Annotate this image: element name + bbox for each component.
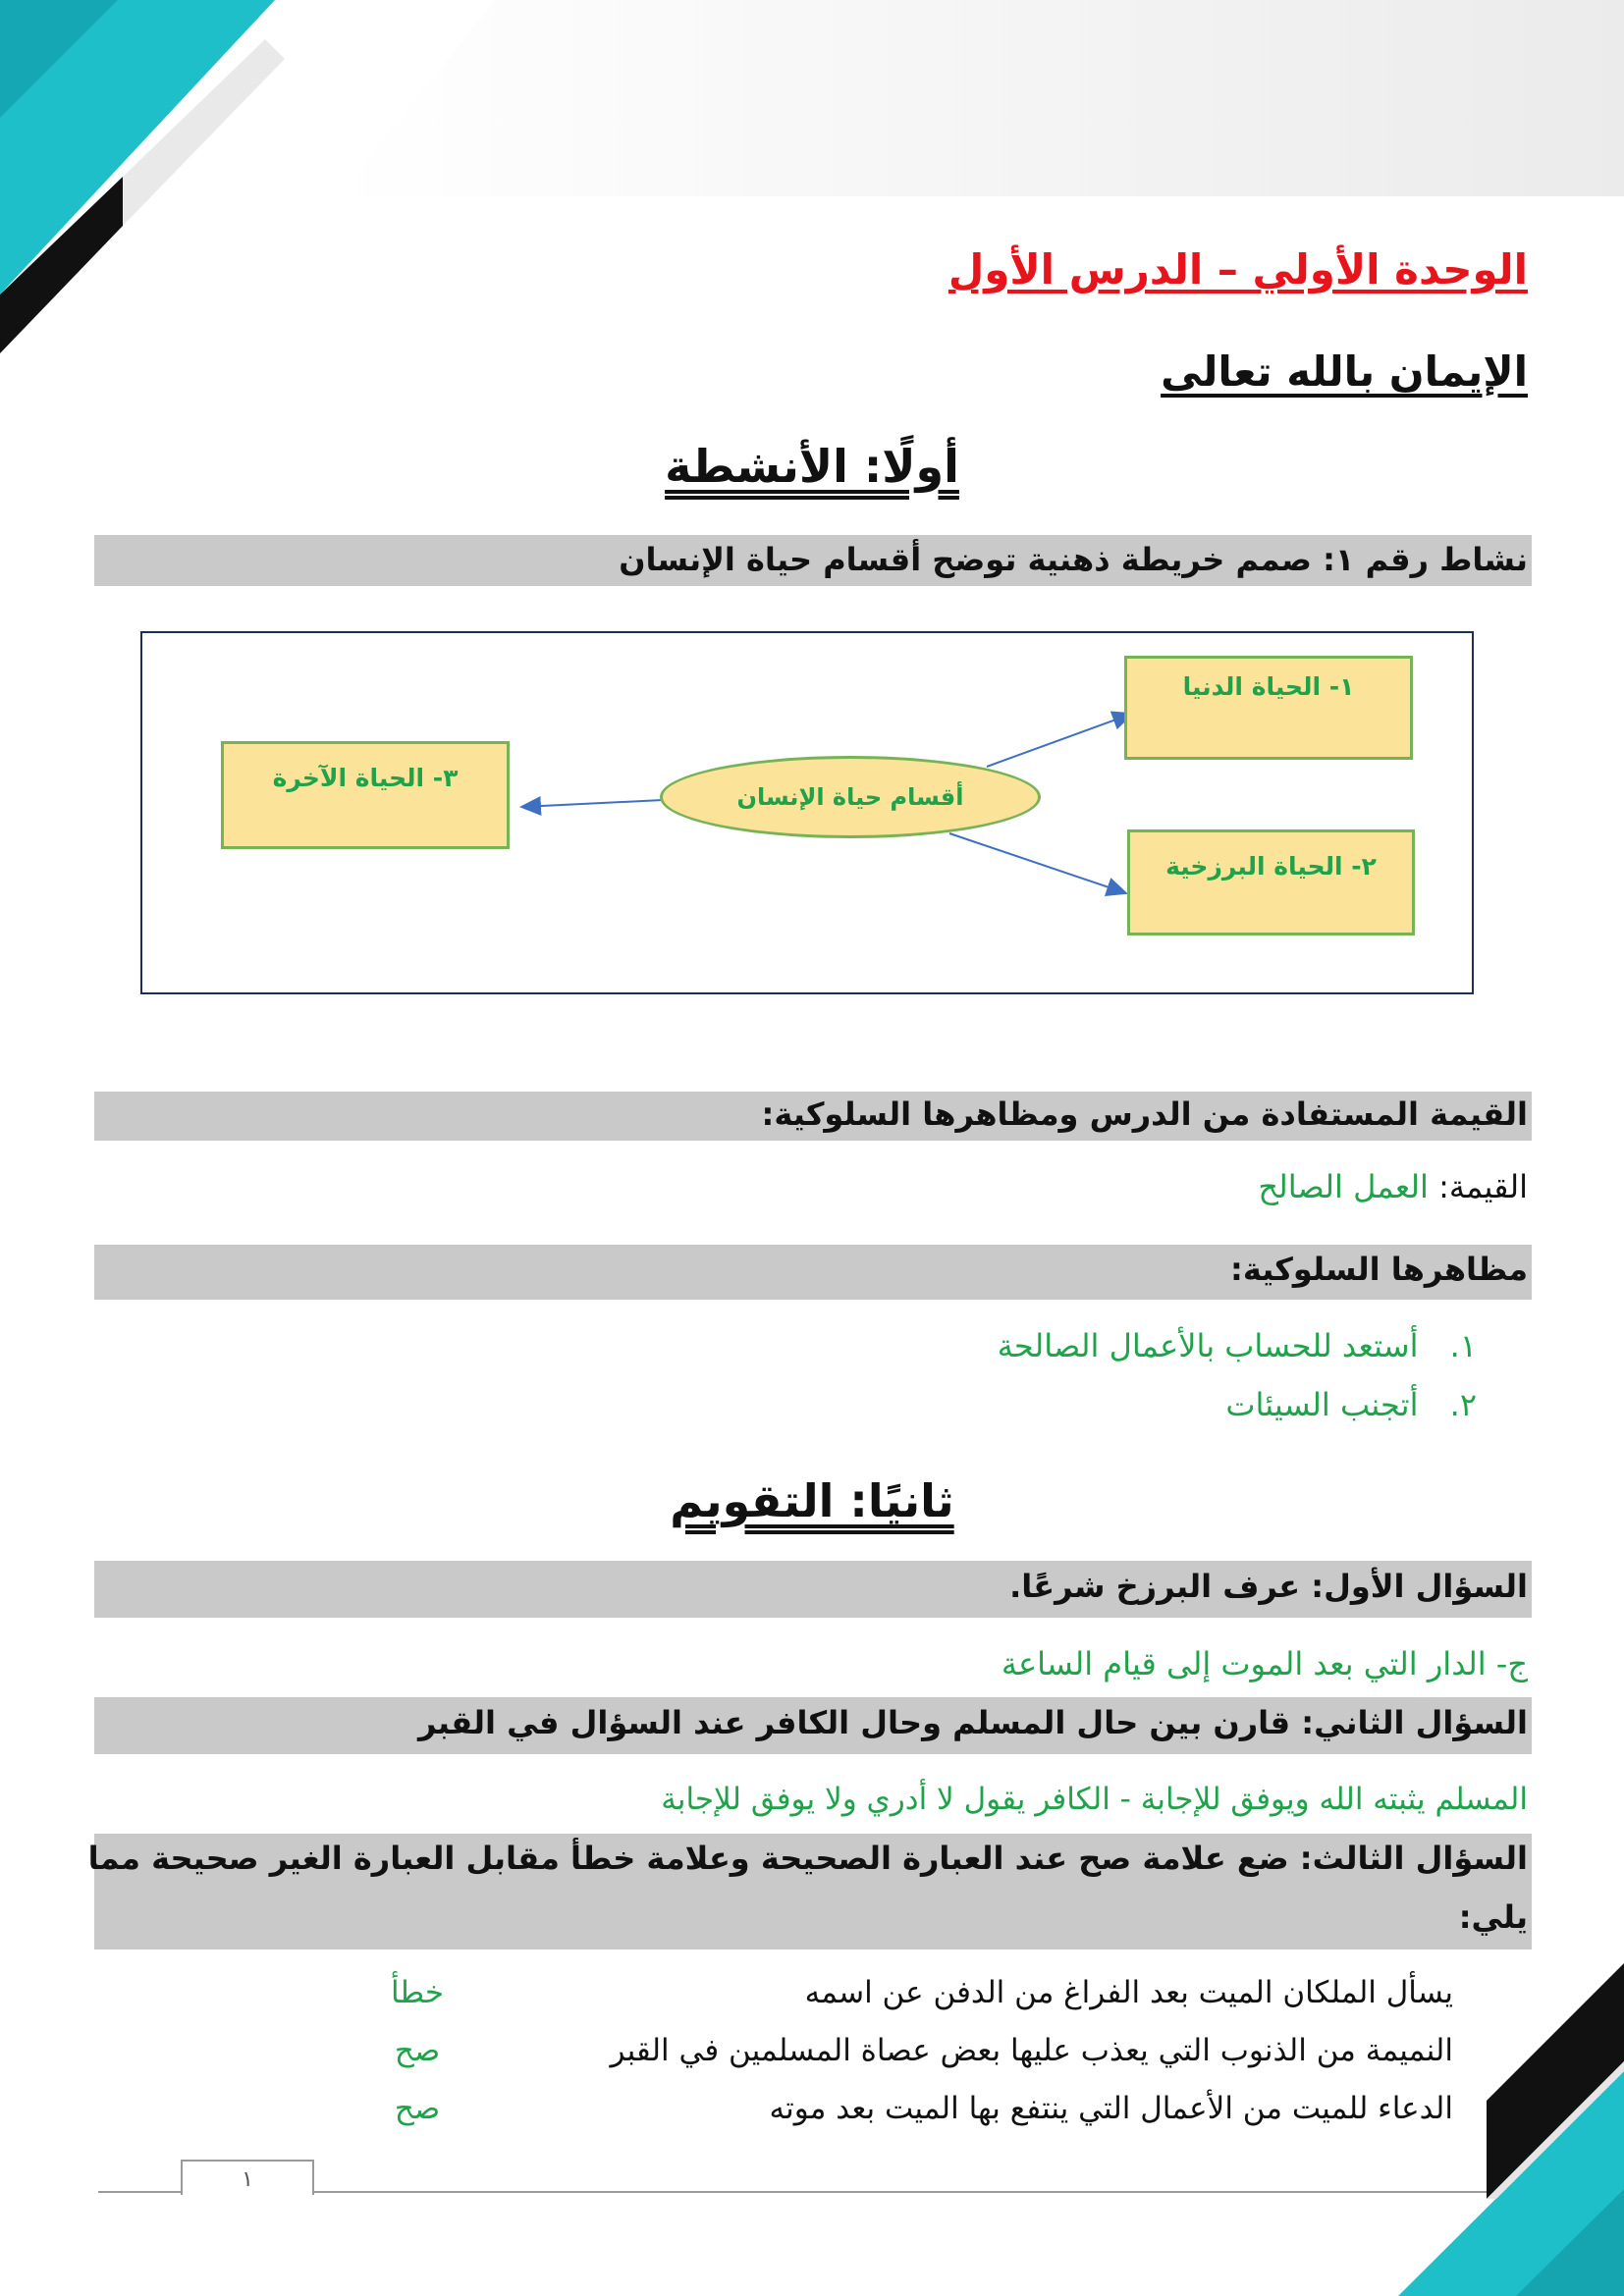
behavior-num-2: ٢. — [1449, 1386, 1477, 1423]
evaluation-heading: ثانيًا: التقويم — [670, 1474, 954, 1527]
tf-statement-2: النميمة من الذنوب التي يعذب عليها بعض عصاة المسلمين في القبر — [610, 2033, 1453, 2068]
value-text: العمل الصالح — [1258, 1168, 1429, 1205]
tf-statement-3: الدعاء للميت من الأعمال التي ينتفع بها الميت بعد موته — [769, 2091, 1453, 2126]
tf-answer-1: خطأ — [390, 1975, 445, 2010]
top-right-decoration — [249, 0, 1624, 255]
q3-question-line1: السؤال الثالث: ضع علامة صح عند العبارة الصحيحة وعلامة خطأ مقابل العبارة الغير صحيحة مما — [87, 1840, 1528, 1877]
behaviors-heading: مظاهرها السلوكية: — [1230, 1251, 1528, 1288]
behavior-num-1: ١. — [1449, 1327, 1477, 1364]
tf-row-2 — [353, 2033, 1453, 2088]
tf-statement-1: يسأل الملكان الميت بعد الفراغ من الدفن عن اسمه — [804, 1975, 1453, 2010]
page-number: ١ — [242, 2167, 253, 2192]
q1-answer: ج- الدار التي بعد الموت إلى قيام الساعة — [1001, 1645, 1528, 1682]
tf-row-1 — [353, 1975, 1453, 2030]
tf-row-3 — [353, 2091, 1453, 2146]
arrow-to-branch-2 — [949, 833, 1126, 893]
q2-answer: المسلم يثبته الله ويوفق للإجابة - الكافر يقول لا أدري ولا يوفق للإجابة — [661, 1782, 1528, 1817]
bottom-right-decoration — [1329, 1963, 1624, 2296]
behavior-text-1: أستعد للحساب بالأعمال الصالحة — [997, 1327, 1419, 1364]
arrow-to-branch-1 — [987, 714, 1132, 767]
behavior-text-2: أتجنب السيئات — [1225, 1386, 1419, 1423]
behavior-item-2 — [1225, 1386, 1477, 1423]
section-one-heading: أولًا: الأنشطة — [665, 440, 959, 493]
arrow-to-branch-3 — [521, 800, 663, 807]
q3-question-line2: يلي: — [1458, 1898, 1528, 1936]
value-heading: القيمة المستفادة من الدرس ومظاهرها السلوكية: — [761, 1095, 1528, 1133]
mind-map-center: أقسام حياة الإنسان — [660, 756, 1041, 838]
q2-question: السؤال الثاني: قارن بين حال المسلم وحال الكافر عند السؤال في القبر — [418, 1704, 1528, 1741]
unit-lesson-title: الوحدة الأولي – الدرس الأول — [947, 245, 1528, 294]
lesson-title: الإيمان بالله تعالى — [1161, 347, 1528, 396]
value-line — [1258, 1168, 1528, 1205]
mind-map-branch-3: ٣- الحياة الآخرة — [221, 741, 510, 849]
q1-question: السؤال الأول: عرف البرزخ شرعًا. — [1009, 1568, 1528, 1605]
tf-answer-2: صح — [394, 2033, 441, 2068]
mind-map-branch-1: ١- الحياة الدنيا — [1124, 656, 1413, 760]
mind-map — [140, 631, 1474, 994]
behavior-item-1 — [998, 1327, 1477, 1364]
mind-map-branch-2: ٢- الحياة البرزخية — [1127, 829, 1415, 935]
value-label: القيمة: — [1438, 1168, 1528, 1205]
tf-answer-3: صح — [394, 2091, 441, 2126]
activity-title: نشاط رقم ١: صمم خريطة ذهنية توضح أقسام حياة الإنسان — [619, 541, 1528, 578]
